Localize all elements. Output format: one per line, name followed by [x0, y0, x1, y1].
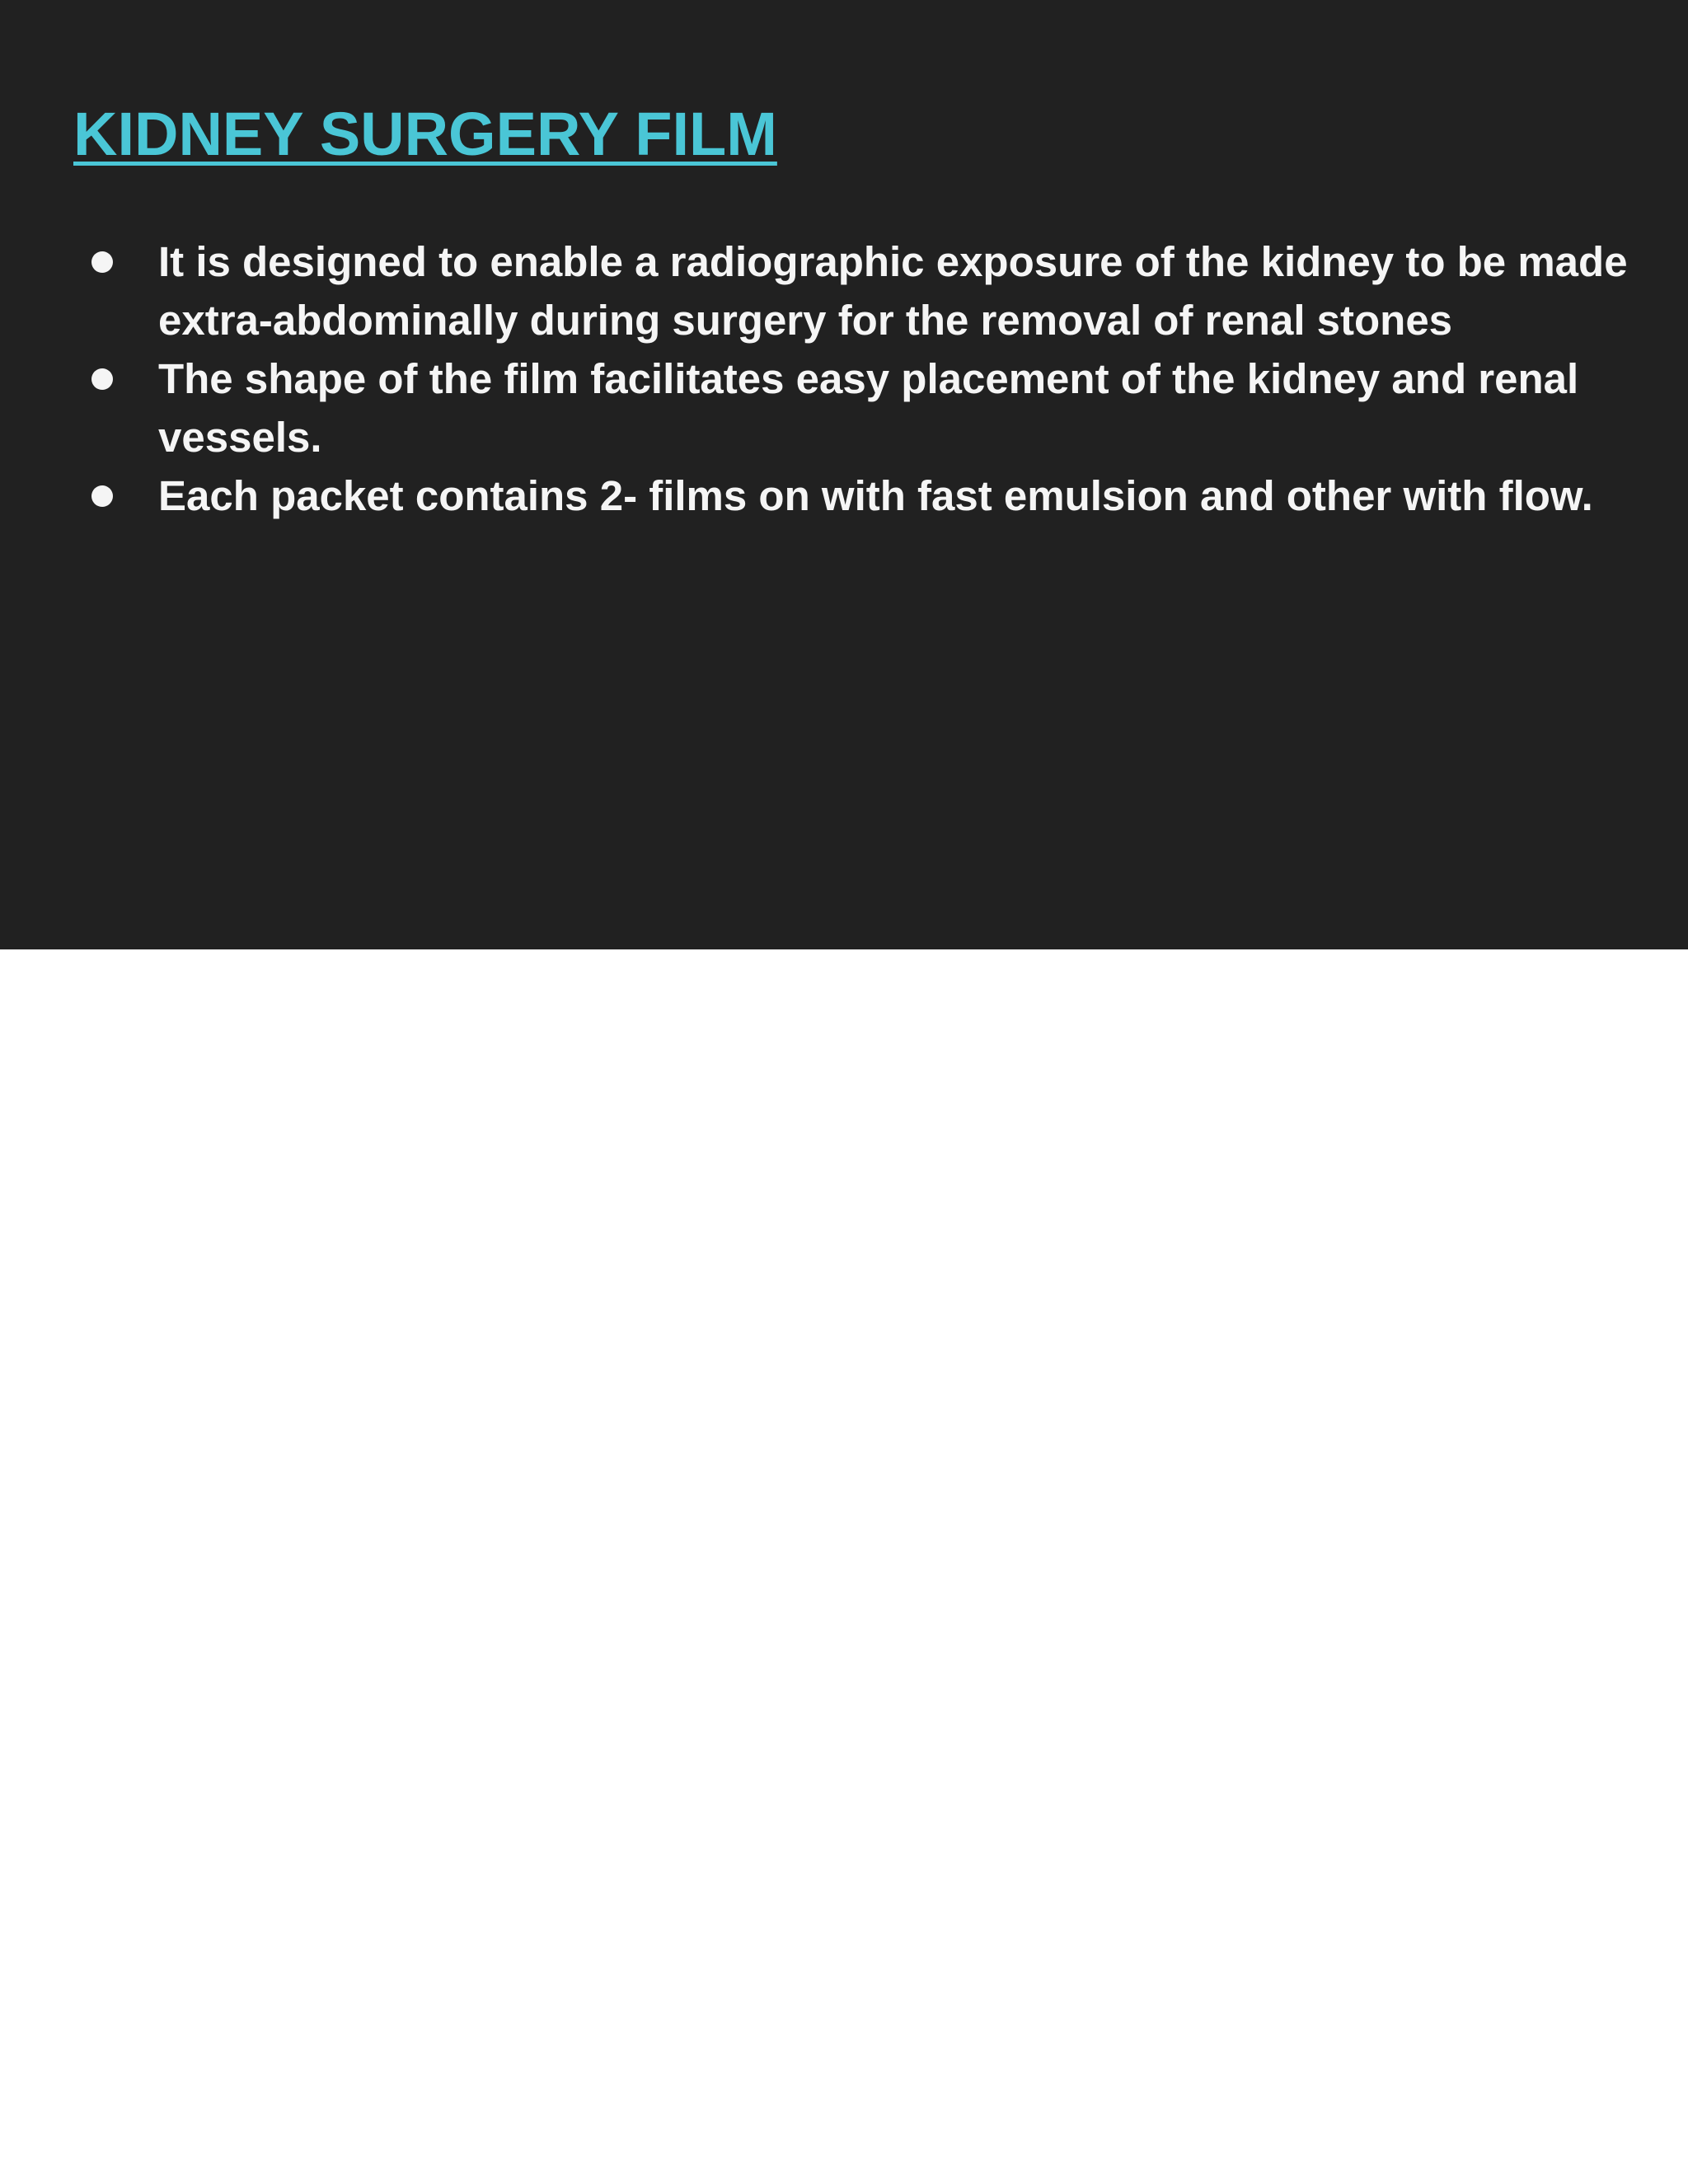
- bullet-dot-icon: [91, 485, 113, 507]
- bullet-item: [0, 232, 1658, 349]
- bullet-item: [0, 466, 1658, 525]
- bullet-text: It is designed to enable a radiographic exposure of the kidney to be made extra-abdominally during surgery for the removal of renal stones: [158, 238, 1628, 344]
- bullet-list: [0, 232, 1688, 525]
- bullet-dot-icon: [91, 251, 113, 273]
- slide-title: KIDNEY SURGERY FILM: [73, 100, 777, 168]
- bullet-text: The shape of the film facilitates easy placement of the kidney and renal vessels.: [158, 355, 1579, 461]
- bullet-item: [0, 349, 1658, 466]
- slide-panel: [0, 0, 1688, 949]
- bullet-text: Each packet contains 2- films on with fast emulsion and other with flow.: [158, 472, 1593, 519]
- bullet-dot-icon: [91, 368, 113, 390]
